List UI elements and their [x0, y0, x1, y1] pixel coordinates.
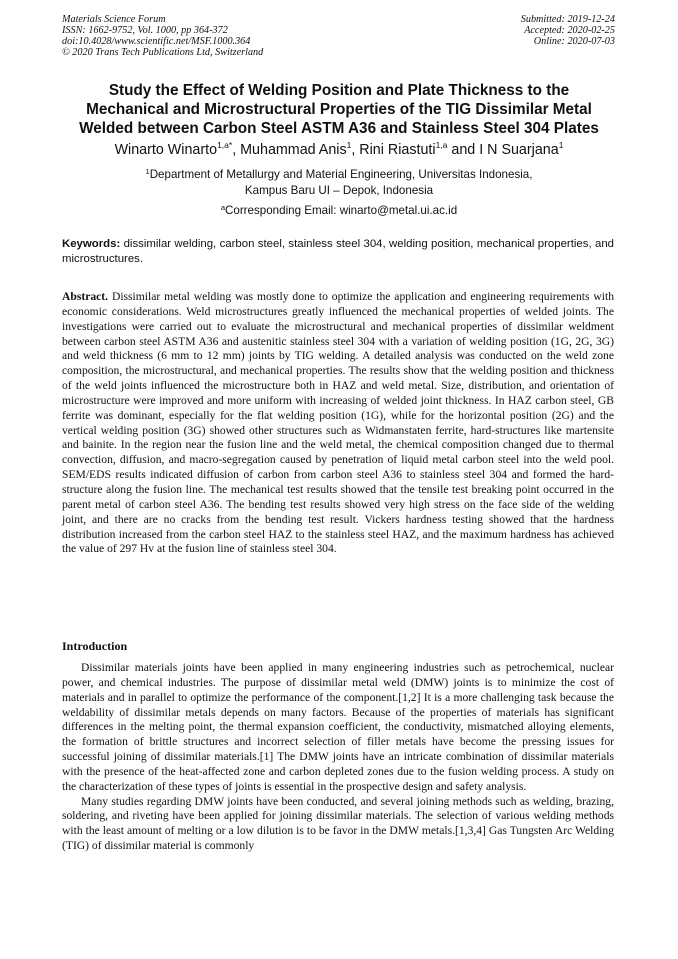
title-line-1: Study the Effect of Welding Position and Plate Thickness to the: [108, 82, 570, 99]
author-2-affil: 1: [346, 140, 352, 150]
title-line-2: Mechanical and Microstructural Properties of the TIG Dissimilar Metal: [86, 101, 592, 118]
email-marker: a: [220, 203, 225, 212]
author-4-affil: 1: [558, 140, 564, 150]
author-2: , Muhammad Anis: [232, 142, 347, 158]
title-line-3: Welded between Carbon Steel ASTM A36 and Stainless Steel 304 Plates: [79, 120, 599, 137]
author-1-affil: 1,a*: [217, 140, 233, 150]
author-3: , Rini Riastuti: [351, 142, 436, 158]
copyright-line: © 2020 Trans Tech Publications Ltd, Switzerland: [62, 47, 264, 58]
keywords: [62, 237, 614, 267]
affiliation-marker: 1: [145, 167, 150, 176]
submitted-date: Submitted: 2019-12-24: [520, 14, 615, 25]
online-date: Online: 2020-07-03: [533, 36, 615, 47]
author-list: [40, 141, 638, 159]
introduction-body: [62, 661, 614, 854]
paper-title: [50, 81, 628, 138]
affiliation-line-2: Kampus Baru UI – Depok, Indonesia: [244, 183, 434, 197]
journal-name: Materials Science Forum: [62, 14, 166, 25]
keywords-text: dissimilar welding, carbon steel, stainless steel 304, welding position, mechanical properties, and microstructures.: [62, 238, 614, 265]
author-1: Winarto Winarto: [114, 142, 218, 158]
abstract-text: Dissimilar metal welding was mostly done to optimize the application and engineering requirements with economic considerations. Weld microstructures greatly influenced the mechanical properties of welded joints. The investigations were carried out to evaluate the microstructural and mechanical properties of dissimilar weldment between carbon steel ASTM A36 and austenitic stainless steel 304 with a variation of welding position (1G, 2G, 3G) and weld thickness (6 mm to 12 mm) joints by TIG welding. A detailed analysis was conducted on the weld zone composition, the microstructural, and mechanical properties. The results show that the welding position and thickness of the weld joints influenced the microstructure both in HAZ and weld metal. Size, distribution, and orientation of microstructure were improved and more uniform with increasing of welded joint thickness. In HAZ carbon steel, GB ferrite was dominant, especially for the flat welding position (1G), while for the horizontal position (2G) and the vertical welding position (3G) showed other structures such as Widmanstaten ferrite, hard-structures like martensite and bainite. In the region near the fusion line and the weld metal, the chemical composition changed due to thermal convection, diffusion, and macro-segregation caused by penetration of liquid metal carbon steel into the weld pool. SEM/EDS results indicated diffusion of carbon from carbon steel A36 to stainless steel 304 and formed the hard-structure along the fusion line. The mechanical test results showed that the tensile test breaking point occurred in the parent metal of carbon steel A36. The bending test results showed very high stress on the face side of the welding joint, and there are no cracks from the bending test result. Vickers hardness testing showed that the hardness distribution increased from the carbon steel HAZ to the stainless steel HAZ, and the maximum hardness has achieved the value of 297 Hv at the fusion line of stainless steel 304.: [62, 290, 614, 556]
journal-header-left: [62, 14, 362, 58]
affiliation: [60, 167, 618, 198]
keywords-label: Keywords:: [62, 238, 121, 250]
paragraph: Dissimilar materials joints have been applied in many engineering industries such as petrochemical, nuclear power, and chemical industries. The purpose of dissimilar metal weld (DMW) joints is to minimize the cost of materials and in parallel to optimize the performance of the component.[1,2] It is a more challenging task because the weldability of dissimilar metals depends on many factors. Because of the properties of materials has significant differences in the melting point, the thermal expansion coefficient, the conductivity, mismatched alloying elements, the formation of brittle structures and incorrect selection of filler metals have become the pressing issues for successful joining of dissimilar materials.[1] The DMW joints have an intricate combination of dissimilar materials with the presence of the heat-affected zone and carbon depleted zones due to the fusion welding process. A study on the characterization of these types of joints is essential in the prospective design and safety analysis.: [62, 661, 614, 793]
accepted-date: Accepted: 2020-02-25: [524, 25, 615, 36]
corresponding-email: $^a$Corresponding Email: winarto@metal.ui.ac.id: [220, 203, 458, 217]
journal-header-right: [415, 14, 615, 47]
author-3-affil: 1,a: [435, 140, 448, 150]
issn-line: ISSN: 1662-9752, Vol. 1000, pp 364-372: [62, 25, 228, 36]
abstract: [62, 290, 614, 557]
doi-line: doi:10.4028/www.scientific.net/MSF.1000.364: [62, 36, 251, 47]
affiliation-line-1: $^1$Department of Metallurgy and Material Engineering, Universitas Indonesia,: [145, 167, 533, 181]
paragraph: Many studies regarding DMW joints have been conducted, and several joining methods such as welding, brazing, soldering, and riveting have been applied for joining dissimilar materials. The selection of various welding methods with the least amount of melting or a low dilution is to be favor in the DMW metals.[1,3,4] Gas Tungsten Arc Welding (TIG) of dissimilar material is commonly: [62, 794, 614, 853]
abstract-label: Abstract.: [62, 290, 109, 303]
introduction-heading: Introduction: [62, 639, 128, 653]
author-4: and I N Suarjana: [447, 142, 559, 158]
